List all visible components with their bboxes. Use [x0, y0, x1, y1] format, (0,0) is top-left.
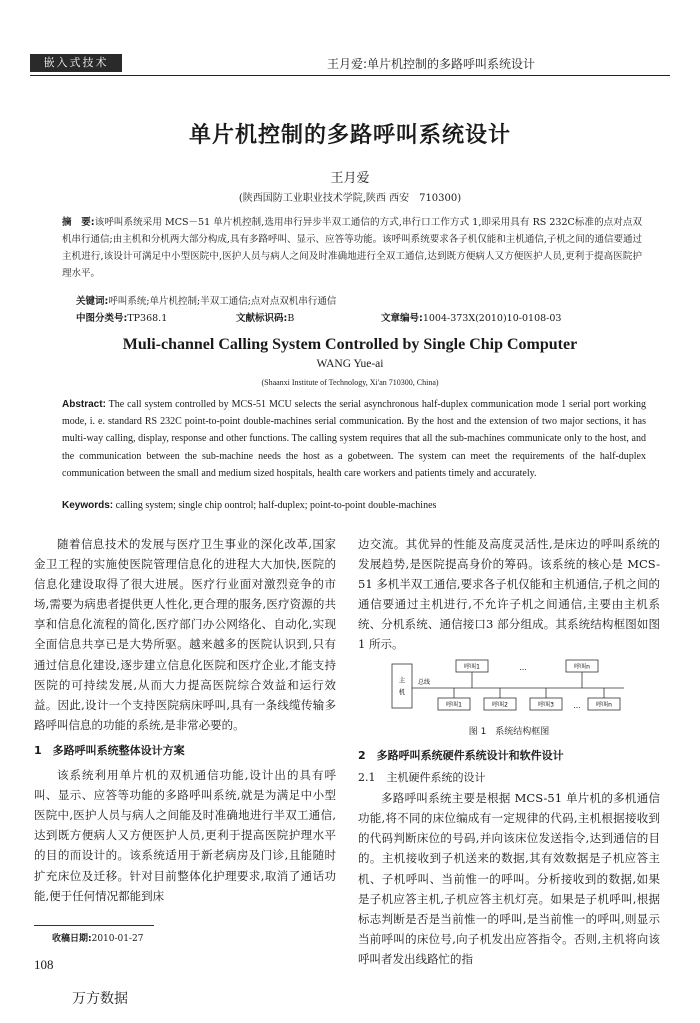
right-paragraph-2: 多路呼叫系统主要是根据 MCS-51 单片机的多机通信功能,将不同的床位编成有一定规律的代码,主机根据接收到的代码判断床位的号码,并向该床位发送指令,达到通信的目的。主机接收到子机送来的数据,其有效数据是子机应答主机、子机呼叫、当前惟一的呼叫。分析接收到的数据,如果是子机应答主机,子机应答主机灯亮。如果是子机呼叫,根据标志判断是否是当前惟一的呼叫,是当前惟一的呼叫,则显示当前呼叫的床位号,向子机发出应答指令。否则,主机将向该呼叫者发出线路忙的指 — [358, 791, 660, 966]
svg-text:呼叫n: 呼叫n — [574, 663, 590, 671]
top-ellipsis: … — [519, 664, 527, 672]
keywords-cn — [76, 293, 336, 307]
received-date: 收稿日期:2010-01-27 — [52, 934, 144, 944]
bottom-ellipsis: … — [573, 702, 581, 710]
keywords-en-label: Keywords: — [62, 500, 114, 511]
running-header — [30, 54, 670, 76]
abstract-en-label: Abstract: — [62, 399, 106, 410]
figure-caption: 图 1 系统结构框图 — [468, 727, 550, 737]
bottom-box-4 — [588, 698, 620, 710]
watermark: 万方数据 — [72, 991, 128, 1007]
section-2-heading: 2 多路呼叫系统硬件系统设计和软件设计 — [358, 749, 564, 762]
top-box-2 — [566, 660, 598, 672]
svg-text:呼叫n: 呼叫n — [596, 701, 612, 709]
abstract-cn — [62, 214, 642, 282]
svg-text:呼叫2: 呼叫2 — [492, 701, 508, 709]
running-title: 王月爱:单片机控制的多路呼叫系统设计 — [326, 57, 535, 71]
author-affiliation: (陕西国防工业职业技术学院,陕西 西安 710300) — [238, 193, 462, 204]
author-name: 王月爱 — [330, 171, 370, 186]
keywords-label: 关键词: — [76, 296, 109, 307]
page-number: 108 — [34, 957, 54, 972]
body-right-column-bottom — [358, 746, 660, 969]
article-number: 文章编号:1004-373X(2010)10-0108-03 — [381, 313, 562, 324]
abstract-label: 摘 要: — [62, 217, 95, 228]
section-1-paragraph: 该系统利用单片机的双机通信功能,设计出的具有呼叫、显示、应答等功能的多路呼叫系统,就是为满足中小型医院中,医护人员与病人之间能及时准确地进行半双工通信,达到既方便病人又方便医护人员,更利于提高医院护理水平的目的而设计的。该系统适用于新老病房及门诊,且能随时扩充床位及迁移。针对目前整体化护理要求,取消了通话功能,便于任何情况都能到床 — [34, 768, 336, 903]
section-tag: 嵌入式技术 — [30, 54, 122, 72]
svg-text:呼叫3: 呼叫3 — [538, 701, 554, 709]
english-title: Muli-channel Calling System Controlled by Single Chip Computer — [122, 336, 578, 353]
bus-label: 总线 — [418, 679, 431, 686]
keywords-en — [62, 500, 436, 511]
right-paragraph-1: 边交流。其优异的性能及高度灵活性,是床边的呼叫系统的发展趋势,是医院提高身价的筹码。该系统的核心是 MCS-51 多机半双工通信,要求各子机仅能和主机通信,子机之间的通信要通过主机进行,不允许子机之间通信,主要由主机系统、分机系统、通信接口3 部分组成。其系统结构框图如图 1 所示。 — [358, 537, 660, 652]
host-label-1: 主 — [398, 676, 406, 684]
top-box-row — [456, 660, 598, 688]
abstract-en-text: The call system controlled by MCS-51 MCU selects the serial asynchronous half-duplex communication mode 1 serial port working mode, i. e. standard RS 232C point-to-point double-machines serial communication. By the host and the extension of two major sections, it has multi-way calling, display, response and other functions. The calling system requires that all the sub-machines communicate only to the host, and the communication between the sub-machine needs the host as a gobetween. The system can meet the requirements of the half-duplex communication between the small and medium sized hospitals, health care workers and patients timely and accurately. — [62, 399, 646, 479]
subsection-2-1-heading: 2.1 主机硬件系统的设计 — [358, 771, 486, 785]
abstract-en — [62, 396, 646, 482]
body-left-column — [34, 534, 336, 906]
intro-paragraph: 随着信息技术的发展与医疗卫生事业的深化改革,国家金卫工程的实施使医院管理信息化的进程大大加快,医院的信息化建设取得了很大进展。医疗行业面对激烈竞争的市场,需要为病患者提供更人性化,更合理的服务,医疗资源的共享和信息化流程的简化,医疗部门办公网络化、自动化,实现全面信息共享已是大势所驱。越来越多的医院认识到,只有通过信息化建设,逐步建立信息化医院和医疗企业,才能支持医院的可持续发展,从而大力提高医院综合效益和运行效益。因此,设计一个支持医院病床呼叫,具有一条线缆传输多路呼叫信息的功能的系统,是非常必要的。 — [34, 537, 336, 732]
system-block-diagram — [388, 658, 628, 718]
bottom-box-1 — [438, 698, 470, 710]
keywords-text: 呼叫系统;单片机控制;半双工通信;点对点双机串行通信 — [108, 296, 337, 307]
keywords-en-text: calling system; single chip oontrol; half-duplex; point-to-point double-machines — [115, 500, 437, 511]
doc-code: 文献标识码:B — [236, 313, 295, 324]
section-1-heading: 1 多路呼叫系统整体设计方案 — [34, 743, 185, 757]
paper-title: 单片机控制的多路呼叫系统设计 — [188, 123, 511, 148]
bottom-box-3 — [530, 698, 562, 710]
clc-number: 中图分类号:TP368.1 — [76, 313, 168, 324]
abstract-text: 该呼叫系统采用 MCS－51 单片机控制,选用串行异步半双工通信的方式,串行口工作方式 1,即采用具有 RS 232C标准的点对点双机串行通信;由主机和分机两大部分构成,具有多路呼叫、显示、应答等功能。该呼叫系统要求各子机仅能和主机通信,子机之间的通信要通过主机进行,该设计可满足中小型医院中,医护人员与病人之间及时准确地进行全双工通信,达到既方便病人又方便医护人员,更利于提高医院护理水平。 — [62, 217, 642, 279]
host-label-2: 机 — [398, 688, 406, 696]
body-right-column-top — [358, 534, 660, 655]
bottom-box-2 — [484, 698, 516, 710]
svg-text:呼叫1: 呼叫1 — [446, 701, 462, 709]
top-box-1 — [456, 660, 488, 672]
footnote-rule — [34, 925, 154, 926]
svg-text:呼叫1: 呼叫1 — [464, 663, 480, 671]
bottom-box-row — [438, 688, 620, 710]
english-affiliation: (Shaanxi Institute of Technology, Xi'an 710300, China) — [261, 378, 439, 387]
host-box — [392, 664, 412, 708]
english-author: WANG Yue-ai — [316, 358, 384, 370]
